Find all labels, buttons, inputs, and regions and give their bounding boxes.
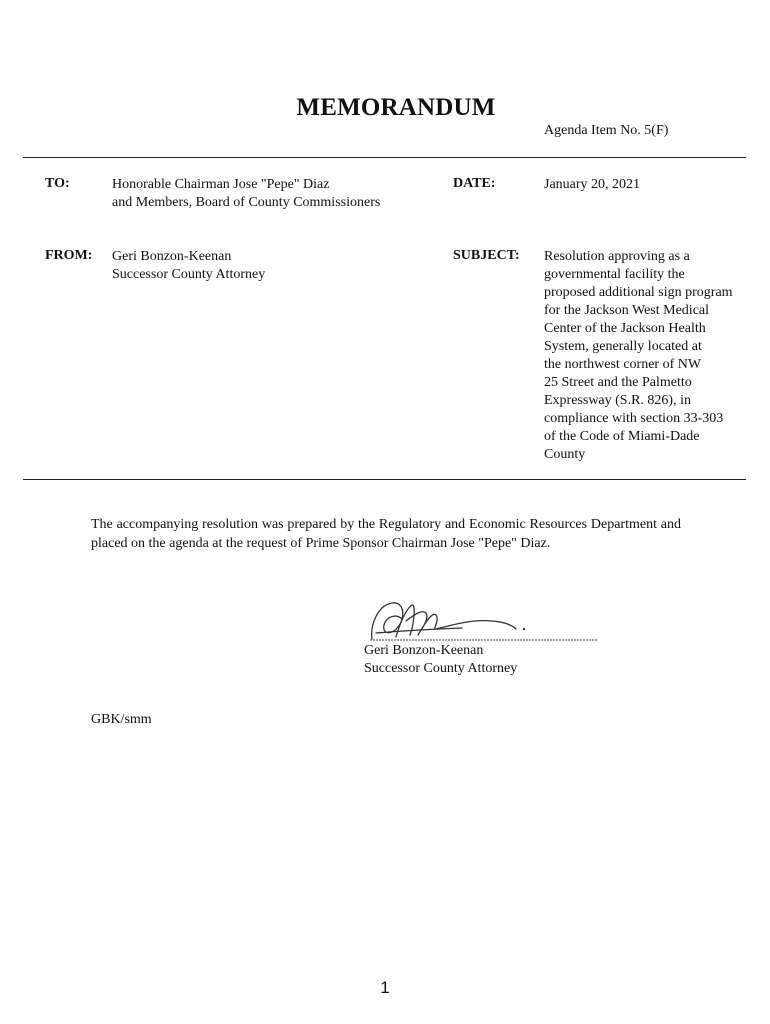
subject-line: of the Code of Miami-Dade	[544, 429, 700, 444]
subject-line: Resolution approving as a	[544, 249, 690, 264]
subject-value	[544, 248, 733, 464]
signer-name: Geri Bonzon-Keenan	[364, 643, 484, 658]
subject-line: compliance with section 33-303	[544, 411, 724, 426]
from-line: Successor County Attorney	[112, 267, 266, 282]
typist-initials: GBK/smm	[91, 712, 152, 727]
subject-line: for the Jackson West Medical	[544, 303, 710, 318]
body-divider	[23, 479, 746, 480]
date-value: January 20, 2021	[544, 177, 641, 192]
page-number: 1	[380, 978, 390, 997]
to-line: and Members, Board of County Commissioners	[112, 195, 381, 210]
agenda-item-number: Agenda Item No. 5(F)	[544, 123, 669, 138]
page-title: MEMORANDUM	[296, 94, 496, 121]
header-divider	[23, 157, 746, 158]
subject-line: System, generally located at	[544, 339, 702, 354]
from-line: Geri Bonzon-Keenan	[112, 249, 232, 264]
from-label: FROM:	[45, 248, 93, 263]
signer-title: Successor County Attorney	[364, 661, 518, 676]
to-label: TO:	[45, 176, 70, 191]
date-label: DATE:	[453, 176, 496, 191]
subject-line: governmental facility the	[544, 267, 685, 282]
handwritten-signature	[362, 595, 602, 647]
from-value	[112, 248, 265, 284]
to-line: Honorable Chairman Jose "Pepe" Diaz	[112, 177, 330, 192]
subject-line: proposed additional sign program	[544, 285, 733, 300]
subject-line: County	[544, 447, 586, 462]
to-value	[112, 176, 380, 212]
subject-line: the northwest corner of NW	[544, 357, 702, 372]
subject-line: 25 Street and the Palmetto	[544, 375, 692, 390]
subject-line: Center of the Jackson Health	[544, 321, 706, 336]
subject-line: Expressway (S.R. 826), in	[544, 393, 691, 408]
body-paragraph: The accompanying resolution was prepared by the Regulatory and Economic Resources Department and placed on the agenda at the request of Prime Sponsor Chairman Jose "Pepe" Diaz.	[91, 517, 681, 551]
subject-label: SUBJECT:	[453, 248, 520, 263]
